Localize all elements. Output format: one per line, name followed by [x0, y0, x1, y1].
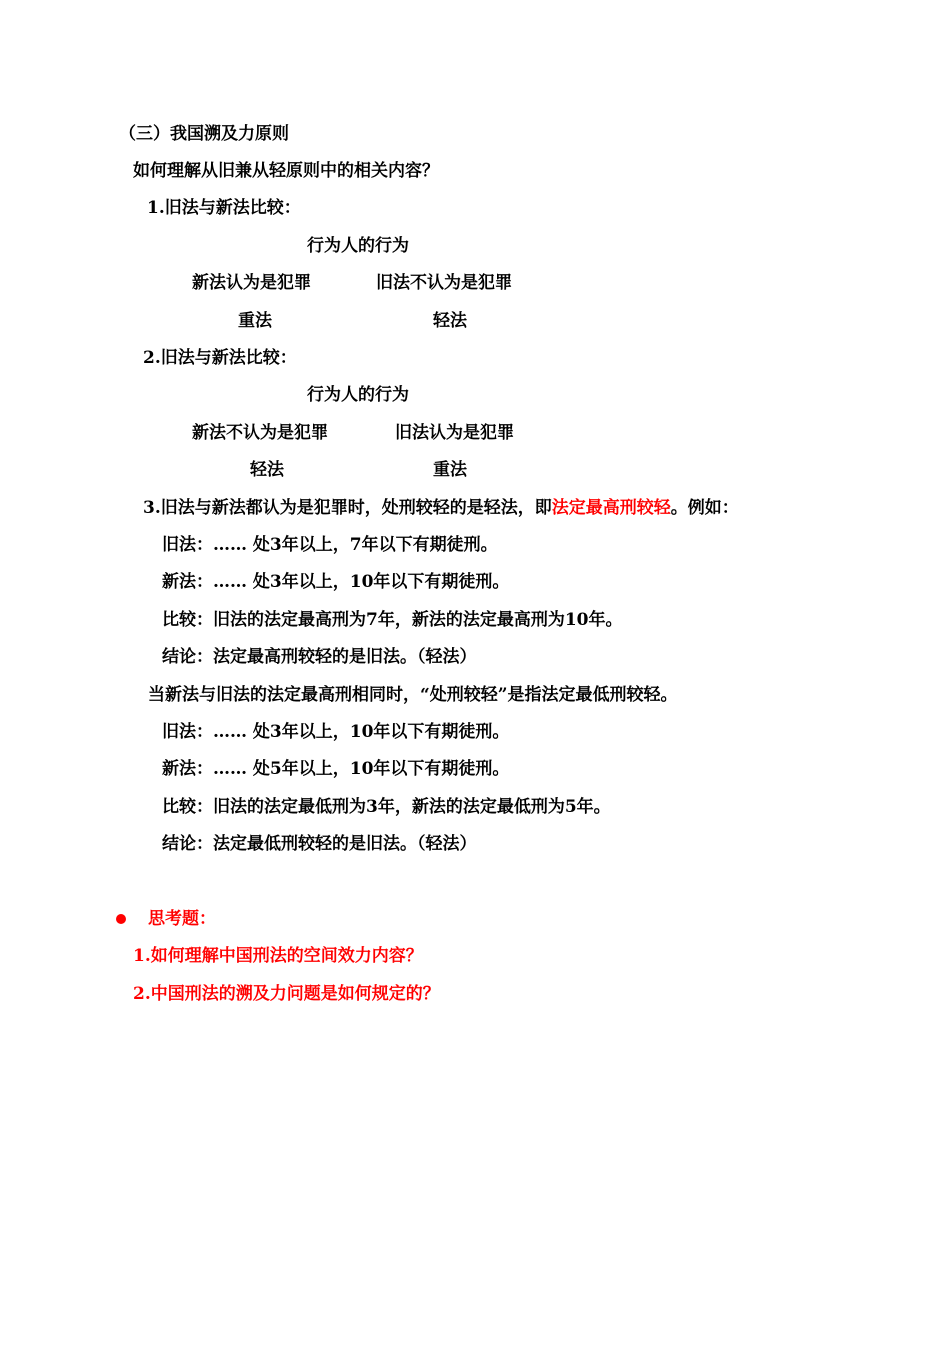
- example1-new: 新法：…… 处3年以上，10年以下有期徒刑。: [162, 572, 510, 592]
- example1-conclusion: 结论：法定最高刑较轻的是旧法。（轻法）: [162, 647, 477, 667]
- section-heading: （三）我国溯及力原则: [119, 124, 289, 144]
- case1-label: 1.旧法与新法比较：: [147, 198, 301, 218]
- case2-label: 2.旧法与新法比较：: [143, 348, 297, 368]
- case3-text-post: 。例如：: [670, 498, 739, 518]
- case3-text-pre: 3.旧法与新法都认为是犯罪时，处刑较轻的是轻法，即: [143, 498, 552, 518]
- case1-right-result: 轻法: [433, 311, 467, 331]
- case2-left-result: 轻法: [250, 460, 284, 480]
- question-item-1: 1.如何理解中国刑法的空间效力内容？: [133, 946, 423, 966]
- questions-title: 思考题：: [148, 909, 216, 929]
- example2-new: 新法：…… 处5年以上，10年以下有期徒刑。: [162, 759, 510, 779]
- case2-left: 新法不认为是犯罪: [192, 423, 328, 443]
- example1-compare: 比较：旧法的法定最高刑为7年，新法的法定最高刑为10年。: [162, 610, 623, 630]
- example2-compare: 比较：旧法的法定最低刑为3年，新法的法定最低刑为5年。: [162, 797, 611, 817]
- example2-conclusion: 结论：法定最低刑较轻的是旧法。（轻法）: [162, 834, 477, 854]
- case3-text-highlight: 法定最高刑较轻: [551, 498, 671, 518]
- bullet-icon: [116, 914, 126, 924]
- case2-right: 旧法认为是犯罪: [395, 423, 514, 443]
- case1-left-result: 重法: [238, 311, 272, 331]
- example1-old: 旧法：…… 处3年以上，7年以下有期徒刑。: [162, 535, 498, 555]
- case3-statement: [143, 497, 739, 519]
- case1-right: 旧法不认为是犯罪: [376, 273, 512, 293]
- case1-left: 新法认为是犯罪: [192, 273, 311, 293]
- case2-right-result: 重法: [433, 460, 467, 480]
- section-question: 如何理解从旧兼从轻原则中的相关内容？: [133, 161, 439, 181]
- case2-center: 行为人的行为: [307, 385, 409, 405]
- case3-note: 当新法与旧法的法定最高刑相同时，“处刑较轻”是指法定最低刑较轻。: [148, 685, 678, 705]
- example2-old: 旧法：…… 处3年以上，10年以下有期徒刑。: [162, 722, 510, 742]
- question-item-2: 2.中国刑法的溯及力问题是如何规定的？: [133, 984, 440, 1004]
- case1-center: 行为人的行为: [307, 236, 409, 256]
